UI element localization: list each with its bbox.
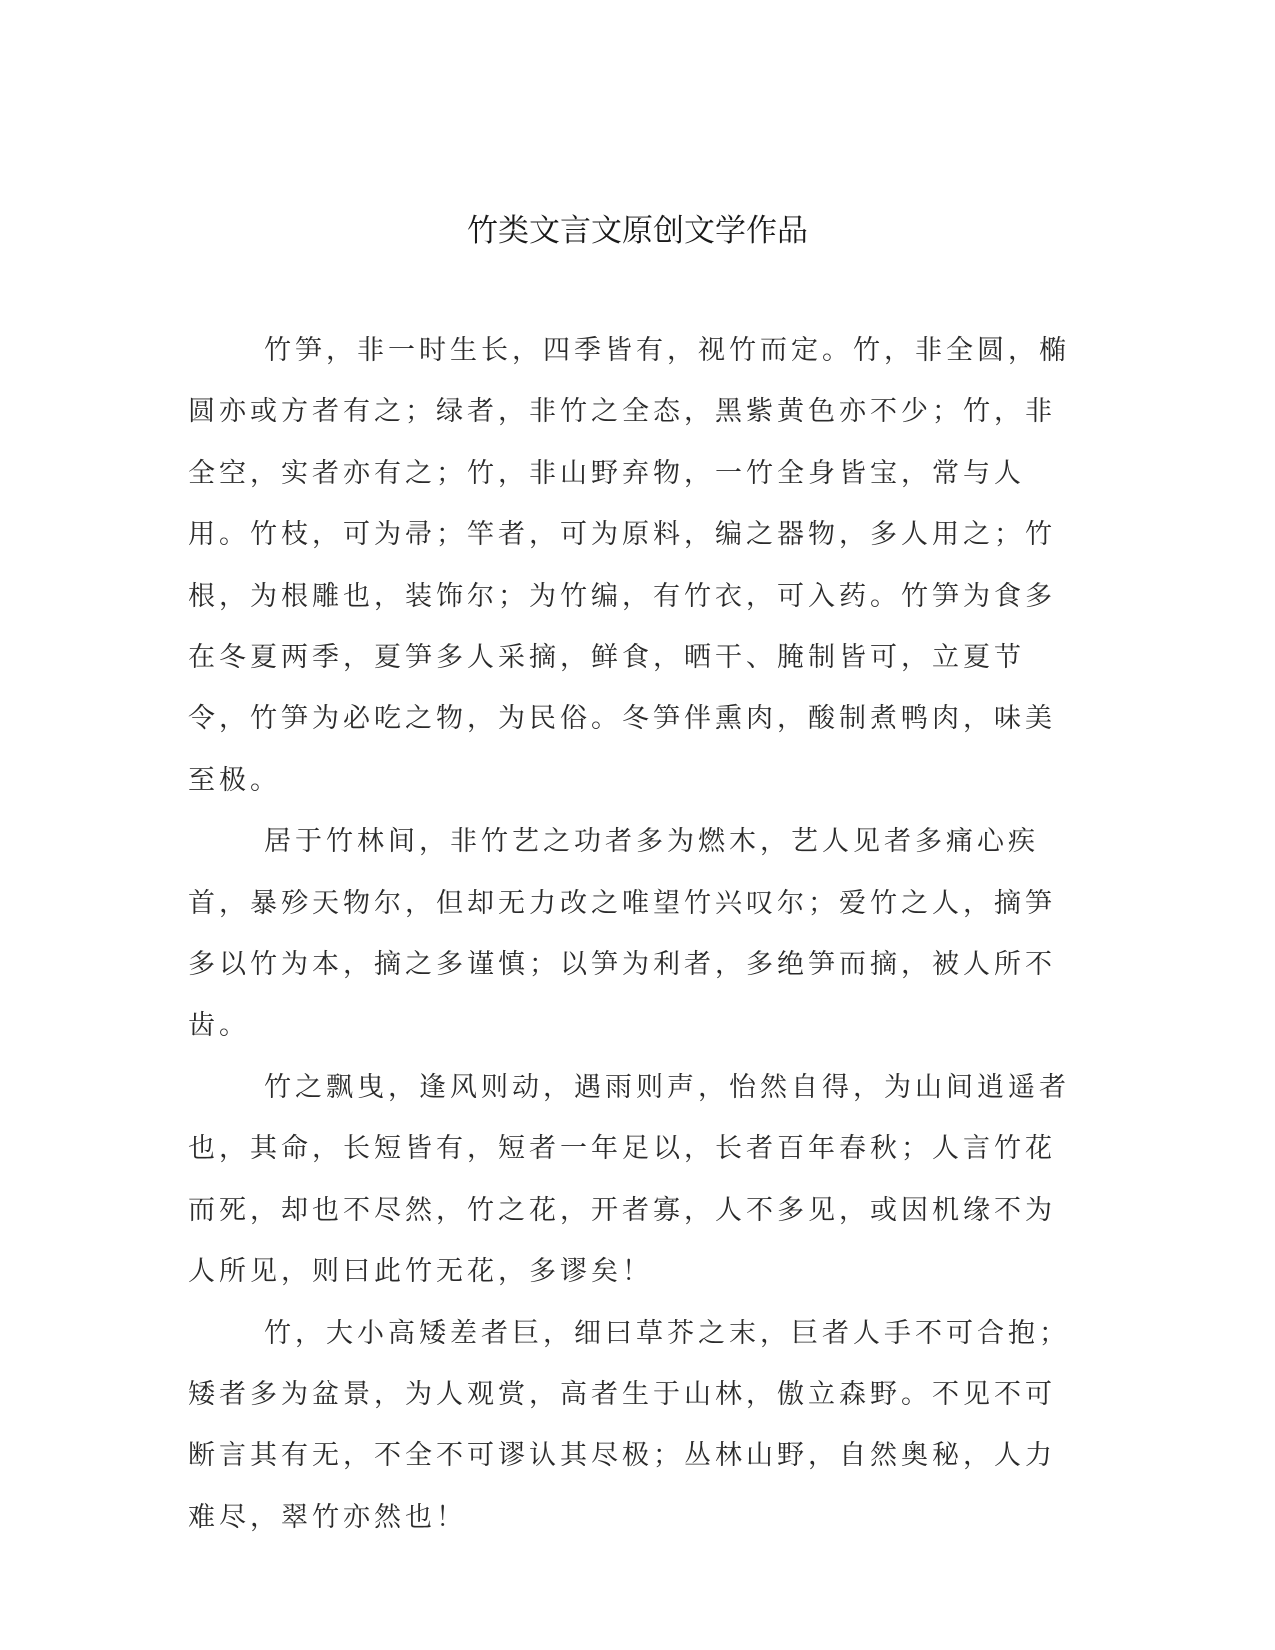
document-title: 竹类文言文原创文学作品 — [467, 213, 808, 249]
paragraph-2: 居于竹林间，非竹艺之功者多为燃木，艺人见者多痛心疾首，暴殄天物尔，但却无力改之唯望竹兴叹尔；爱竹之人，摘笋多以竹为本，摘之多谨慎；以笋为利者，多绝笋而摘，被人所不齿。 — [188, 826, 1056, 1042]
paragraph-3: 竹之飘曳，逢风则动，遇雨则声，怡然自得，为山间逍遥者也，其命，长短皆有，短者一年足以，长者百年春秋；人言竹花而死，却也不尽然，竹之花，开者寡，人不多见，或因机缘不为人所见，则曰此竹无花，多谬矣！ — [188, 1071, 1070, 1288]
paragraph-1: 竹笋，非一时生长，四季皆有，视竹而定。竹，非全圆，椭圆亦或方者有之；绿者，非竹之全态，黑紫黄色亦不少；竹，非全空，实者亦有之；竹，非山野弃物，一竹全身皆宝，常与人用。竹枝，可为帚；竿者，可为原料，编之器物，多人用之；竹根，为根雕也，装饰尔；为竹编，有竹衣，可入药。竹笋为食多在冬夏两季，夏笋多人采摘，鲜食，晒干、腌制皆可，立夏节令，竹笋为必吃之物，为民俗。冬笋伴熏肉，酸制煮鸭肉，味美至极。 — [188, 335, 1070, 796]
paragraph-4: 竹，大小高矮差者巨，细曰草芥之末，巨者人手不可合抱；矮者多为盆景，为人观赏，高者生于山林，傲立森野。不见不可断言其有无，不全不可谬认其尽极；丛林山野，自然奥秘，人力难尽，翠竹亦然也！ — [188, 1317, 1070, 1533]
document-body — [188, 320, 1073, 1548]
